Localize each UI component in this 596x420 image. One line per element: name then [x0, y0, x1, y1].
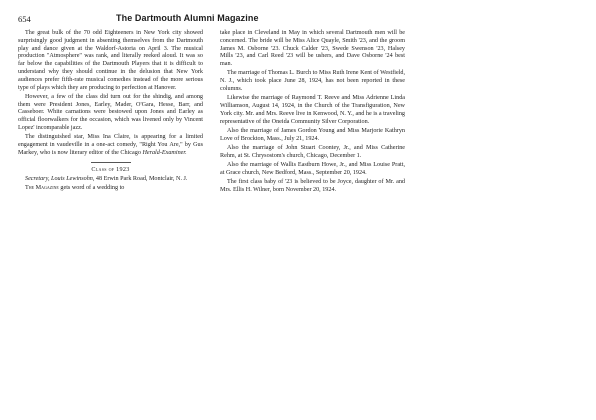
- paragraph-eighteeners: The great bulk of the 70 odd Eighteeners in New York city showed surprisingly good judgment in absenting themselves from the Dartmouth play and dance given at the Waldorf-Astoria on April 3. The musical production "Atmosphere" was rank, and literally reeked aloud. It was so far below the capabilities of the Dartmouth Players that it is difficult to understand why they should continue in the delusion that New York audiences prefer fifth-rate musical comedies instead of the more serious type of plays which they are producing to perfection at Hanover.: [18, 30, 203, 91]
- page-header: [18, 14, 406, 26]
- left-column: [18, 30, 203, 194]
- paragraph-reeve-marriage: Likewise the marriage of Raymond T. Reeve and Miss Adrienne Linda Williamson, August 14, 1924, in the Church of the Transfiguration, New York city. Mr. and Mrs. Reeve live in Kenwood, N. Y., and he is a traveling representative of the Oneida Community Silver Corporation.: [220, 95, 405, 125]
- magazine-title: The Dartmouth Alumni Magazine: [116, 13, 259, 23]
- ina-claire-text: The distinguished star, Miss Ina Claire, is appearing for a limited engagement in vaudeville in a one-act comedy, "Right You Are," by Gus Markey, who is now literary editor of the Chicago: [18, 134, 203, 156]
- magazine-word: The Magazine: [25, 184, 59, 191]
- page-number: 654: [18, 14, 31, 24]
- secretary-label: Secretary,: [25, 175, 50, 182]
- secretary-line: [18, 176, 203, 184]
- secretary-name: Louis Lewinsohn,: [51, 175, 95, 182]
- paragraph-class-baby: The first class baby of '23 is believed to be Joyce, daughter of Mr. and Mrs. Ellis H. Wilner, born November 20, 1924.: [220, 179, 405, 194]
- paragraph-cleveland-wedding: take place in Cleveland in May in which several Dartmouth men will be concerned. The bride will be Miss Alice Quayle, Smith '23, and the groom James M. Osborne '23. Chuck Calder '23, Swede Swenson '23, Halsey Mills '23, and Carl Reed '23 will be ushers, and Dave Osborne '24 best man.: [220, 30, 405, 68]
- paragraph-burch-marriage: The marriage of Thomas L. Burch to Miss Ruth Irene Kent of Westfield, N. J., which took place June 28, 1924, has not been reported in these columns.: [220, 70, 405, 93]
- class-heading: Class of 1923: [91, 166, 130, 173]
- paragraph-young-marriage: Also the marriage of James Gordon Young and Miss Marjorie Kathryn Love of Brockton, Mass., July 21, 1924.: [220, 128, 405, 142]
- paragraph-wedding-intro: [18, 185, 203, 193]
- paragraph-ina-claire: [18, 134, 203, 157]
- secretary-address: 48 Erwin Park Road, Montclair, N. J.: [94, 175, 188, 182]
- right-column: [220, 30, 405, 196]
- paragraph-shindig: However, a few of the class did turn out for the shindig, and among them were President Jones, Earley, Mader, O'Gara, Hesse, Barr, and Casseboer. White carnations were bestowed upon Jones and Earley as official floorwalkers for the occasion, which was livened only by Vincent Lopez' incomparable jazz.: [18, 93, 203, 132]
- paragraph-howe-marriage: Also the marriage of Wallis Eastburn Howe, Jr., and Miss Louise Pratt, at Grace church, New Bedford, Mass., September 20, 1924.: [220, 162, 405, 177]
- section-rule: [91, 162, 131, 163]
- newspaper-name: Herald-Examiner.: [142, 149, 187, 156]
- paragraph-coontey-marriage: Also the marriage of John Stuart Coontey, Jr., and Miss Catherine Rehm, at St. Chrysostom's church, Chicago, December 1.: [220, 145, 405, 159]
- wedding-intro-text: gets word of a wedding to: [58, 184, 125, 191]
